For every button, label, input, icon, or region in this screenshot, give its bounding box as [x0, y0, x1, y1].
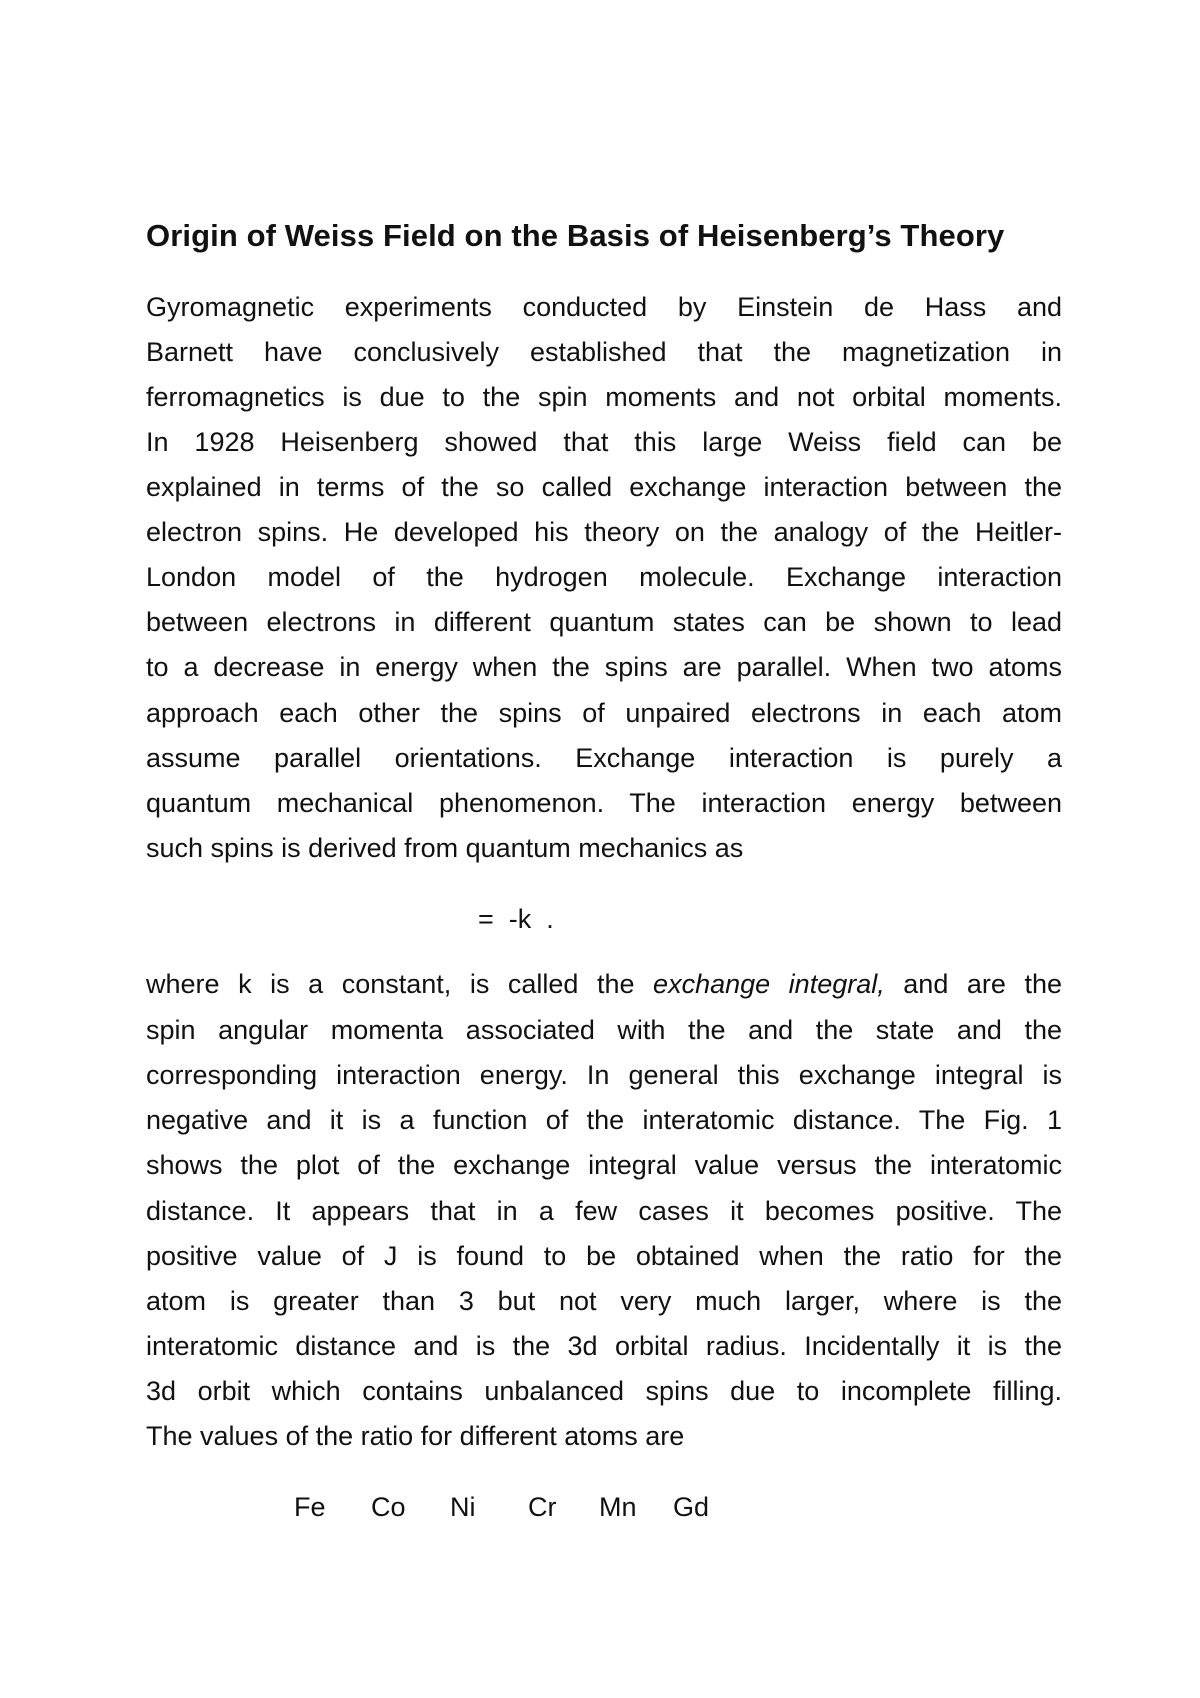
element-symbol: Fe [294, 1492, 326, 1522]
paragraph-line: spin angular momenta associated with the and the state and the [146, 1015, 1062, 1045]
paragraph-line: shows the plot of the exchange integral value versus the interatomic [146, 1150, 1062, 1180]
paragraph-line: positive value of J is found to be obtained when the ratio for the [146, 1241, 1062, 1271]
paragraph-line: explained in terms of the so called exchange interaction between the [146, 472, 1062, 502]
paragraph-line: between electrons in different quantum states can be shown to lead [146, 607, 1062, 637]
paragraph-line: quantum mechanical phenomenon. The interaction energy between [146, 788, 1062, 818]
emphasized-term: exchange integral, [653, 969, 885, 999]
paragraph-line: Gyromagnetic experiments conducted by Einstein de Hass and [146, 292, 1062, 322]
text-run: where k is a constant, is called the [146, 969, 654, 999]
text-run: and are the [884, 969, 1062, 999]
paragraph-line: interatomic distance and is the 3d orbital radius. Incidentally it is the [146, 1331, 1062, 1361]
element-symbol: Gd [673, 1492, 710, 1522]
element-symbol: Mn [599, 1492, 637, 1522]
paragraph-line: electron spins. He developed his theory on the analogy of the Heitler- [146, 517, 1062, 547]
paragraph-line: corresponding interaction energy. In general this exchange integral is [146, 1060, 1062, 1090]
element-symbol: Cr [528, 1492, 557, 1522]
paragraph-line: negative and it is a function of the interatomic distance. The Fig. 1 [146, 1105, 1062, 1135]
paragraph-line: 3d orbit which contains unbalanced spins due to incomplete filling. [146, 1376, 1062, 1406]
paragraph-line: atom is greater than 3 but not very much larger, where is the [146, 1286, 1062, 1316]
paragraph-line: ferromagnetics is due to the spin moments and not orbital moments. [146, 382, 1062, 412]
paragraph-line: to a decrease in energy when the spins are parallel. When two atoms [146, 652, 1062, 682]
element-symbols-row [294, 1490, 723, 1524]
paragraph-line [146, 967, 1062, 1001]
paragraph-line: approach each other the spins of unpaired electrons in each atom [146, 698, 1062, 728]
paragraph-line: Barnett have conclusively established that the magnetization in [146, 337, 1062, 367]
paragraph-line: such spins is derived from quantum mechanics as [146, 833, 744, 863]
element-symbol: Ni [450, 1492, 476, 1522]
paragraph-line: London model of the hydrogen molecule. Exchange interaction [146, 562, 1062, 592]
paragraph-line: distance. It appears that in a few cases it becomes positive. The [146, 1196, 1062, 1226]
element-symbol: Co [371, 1492, 406, 1522]
page-title: Origin of Weiss Field on the Basis of Heisenberg’s Theory [146, 218, 1005, 253]
equation: = -k . [478, 904, 554, 934]
paragraph-line: The values of the ratio for different atoms are [146, 1421, 685, 1451]
paragraph-line: assume parallel orientations. Exchange interaction is purely a [146, 743, 1062, 773]
paragraph-line: In 1928 Heisenberg showed that this large Weiss field can be [146, 427, 1062, 457]
